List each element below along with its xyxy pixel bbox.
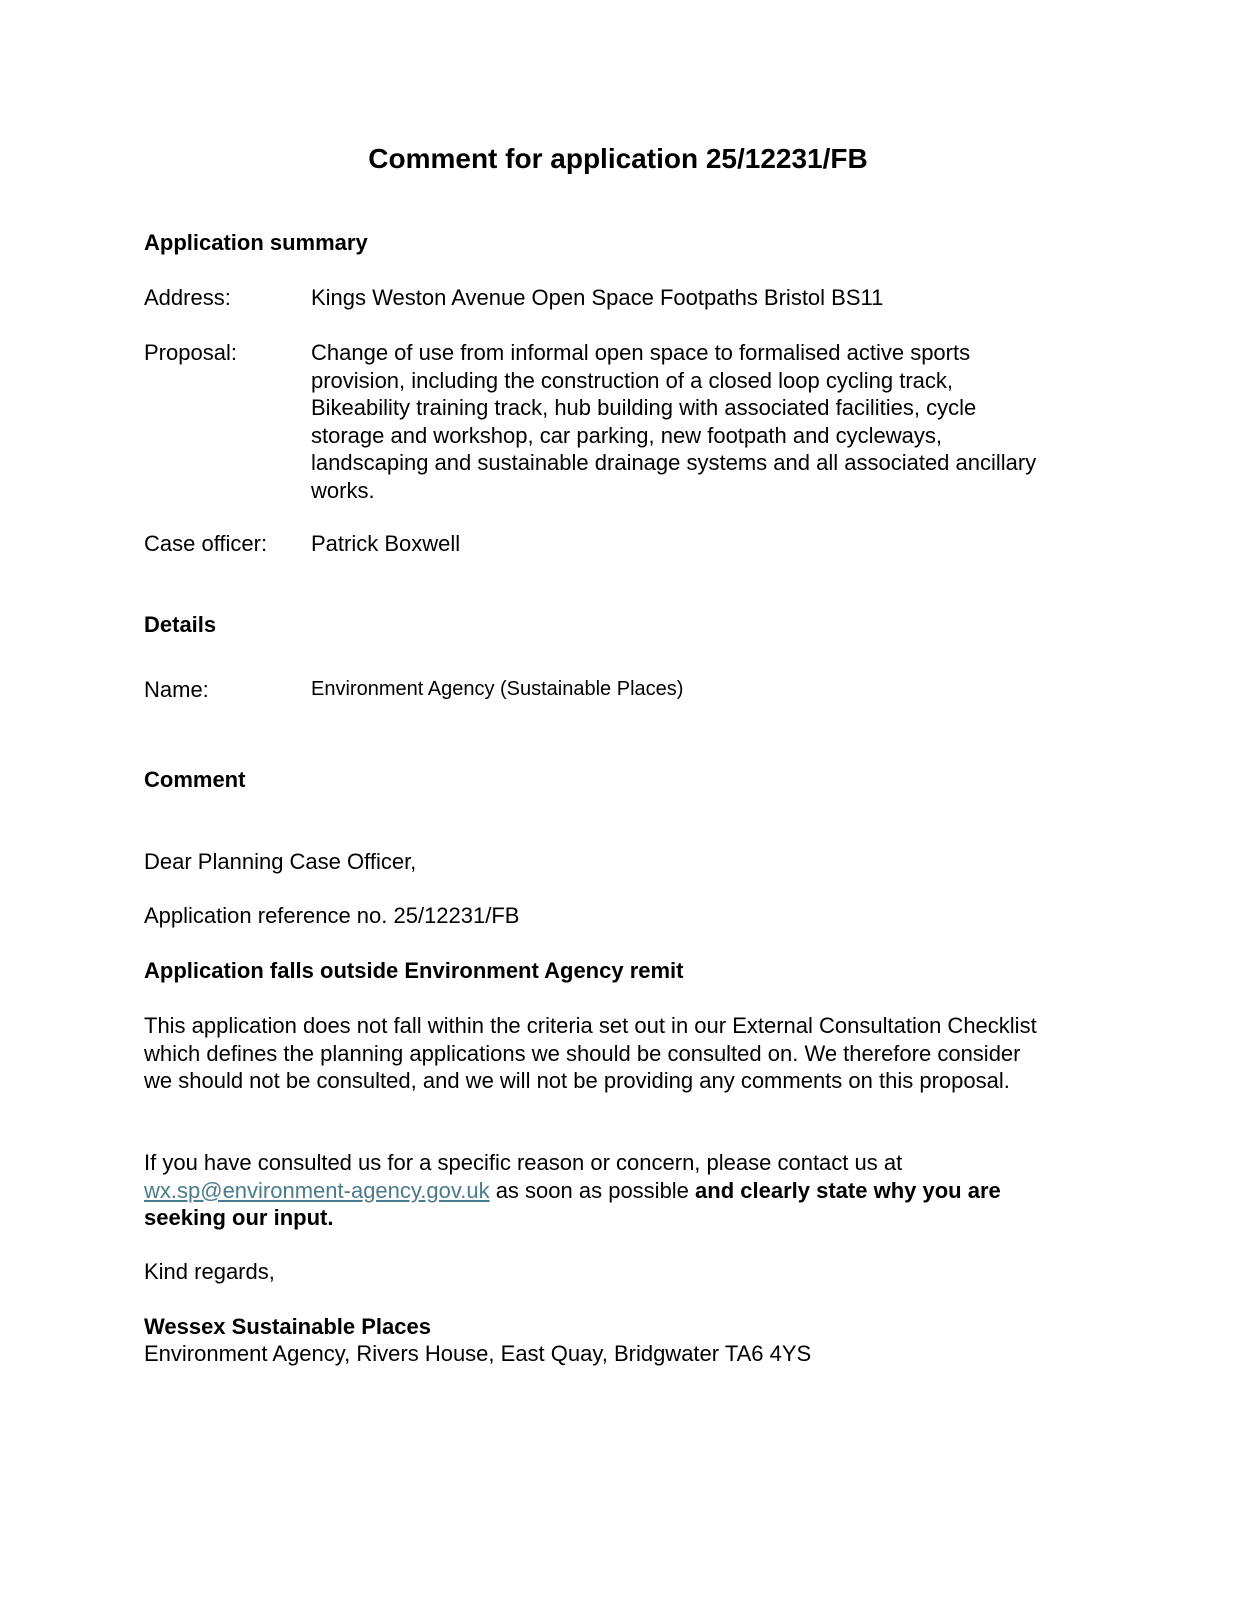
email-link[interactable]: wx.sp@environment-agency.gov.uk <box>144 1177 490 1203</box>
contact-middle: as soon as possible <box>489 1177 696 1203</box>
details-heading: Details <box>144 612 217 637</box>
proposal-value: Change of use from informal open space to formalised active sports provision, including the construction of a closed loop cycling track, Bikeability training track, hub building with associated facilities, cycle storage and workshop, car parking, new footpath and cycleways, landscaping and sustainable drainage systems and all associated ancillary works. <box>311 340 1037 503</box>
case-officer-label: Case officer: <box>144 531 268 556</box>
case-officer-row <box>144 530 1046 558</box>
proposal-row <box>144 339 1046 504</box>
contact-paragraph <box>144 1149 1049 1232</box>
address-row <box>144 284 1046 312</box>
salutation: Dear Planning Case Officer, <box>144 849 417 874</box>
proposal-label: Proposal: <box>144 340 237 365</box>
remit-subheading: Application falls outside Environment Agency remit <box>144 958 684 983</box>
case-officer-value: Patrick Boxwell <box>311 531 461 556</box>
signature-address: Environment Agency, Rivers House, East Quay, Bridgwater TA6 4YS <box>144 1341 812 1366</box>
signature-name: Wessex Sustainable Places <box>144 1314 431 1339</box>
contact-emphasis: and clearly state why you are seeking our input. <box>144 1177 1001 1230</box>
reference-line: Application reference no. 25/12231/FB <box>144 903 520 928</box>
closing: Kind regards, <box>144 1259 275 1284</box>
application-summary-heading: Application summary <box>144 230 368 255</box>
address-label: Address: <box>144 285 231 310</box>
name-row <box>144 676 1046 704</box>
address-value: Kings Weston Avenue Open Space Footpaths Bristol BS11 <box>311 285 884 310</box>
name-label: Name: <box>144 677 209 702</box>
contact-intro: If you have consulted us for a specific reason or concern, please contact us at <box>144 1150 903 1175</box>
comment-heading: Comment <box>144 767 246 792</box>
consultation-paragraph: This application does not fall within the criteria set out in our External Consultation Checklist which defines the planning applications we should be consulted on. We therefore consider we should not be consulted, and we will not be providing any comments on this proposal. <box>144 1013 1037 1093</box>
name-value: Environment Agency (Sustainable Places) <box>311 678 684 700</box>
page-title: Comment for application 25/12231/FB <box>368 143 868 174</box>
